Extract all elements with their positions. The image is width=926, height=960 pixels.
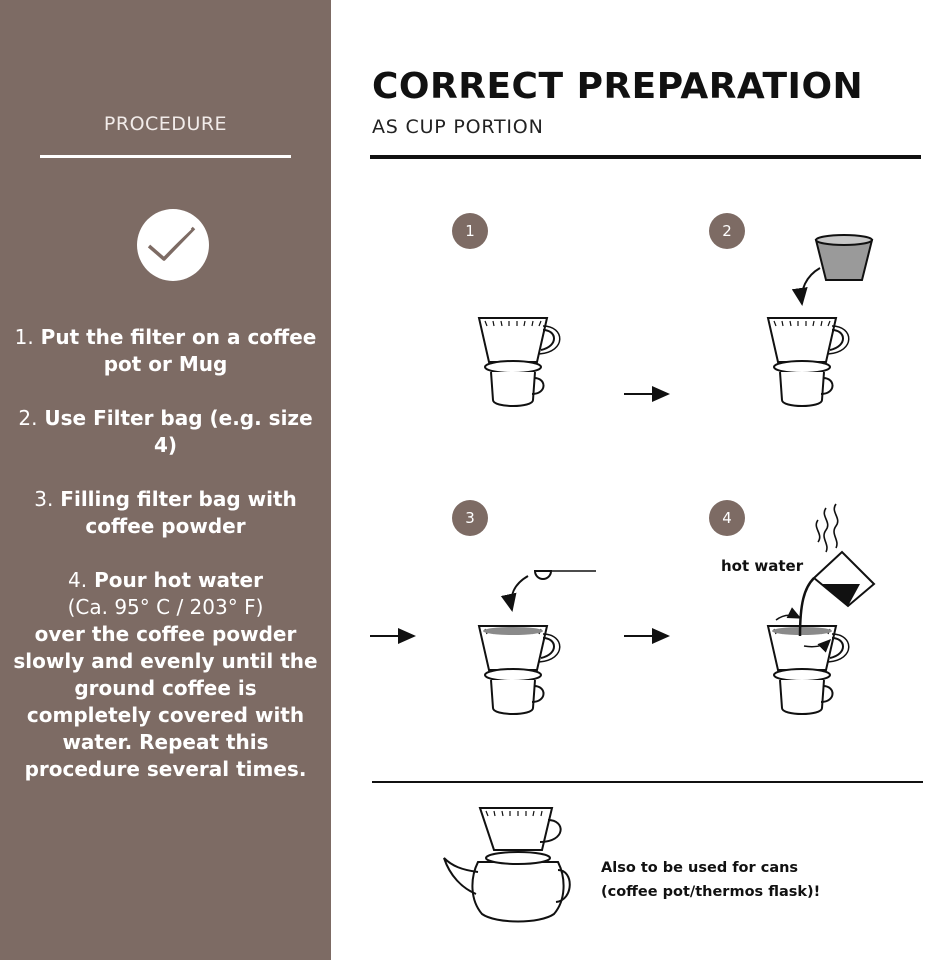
page-subtitle: AS CUP PORTION <box>372 116 544 138</box>
step-badge-4: 4 <box>709 500 745 536</box>
sidebar-heading: PROCEDURE <box>103 113 228 135</box>
cup-dripper-icon <box>768 626 849 714</box>
scoop-icon <box>535 571 596 579</box>
kettle-icon <box>800 504 874 636</box>
step-3: 3. Filling filter bag with coffee powder <box>34 487 297 538</box>
usage-note: Also to be used for cans (coffee pot/thermos flask)! <box>601 860 821 900</box>
hot-water-label: hot water <box>721 557 804 575</box>
step-badge-3: 3 <box>452 500 488 536</box>
cup-dripper-icon <box>479 318 560 406</box>
step-1: 1. Put the filter on a coffee pot or Mug <box>14 325 317 376</box>
cup-dripper-icon <box>479 626 560 714</box>
cup-dripper-icon <box>768 318 849 406</box>
step-2: 2. Use Filter bag (e.g. size 4) <box>18 406 313 457</box>
bottom-divider <box>372 781 923 783</box>
step-4: 4. Pour hot water (Ca. 95° C / 203° F) over the coffee powder slowly and evenly until the ground coffee is completely covered with water. Repeat this procedure several times. <box>13 568 318 781</box>
teapot-icon <box>444 808 570 922</box>
page-title: CORRECT PREPARATION <box>372 66 864 107</box>
step-badge-1: 1 <box>452 213 488 249</box>
step-badge-2: 2 <box>709 213 745 249</box>
